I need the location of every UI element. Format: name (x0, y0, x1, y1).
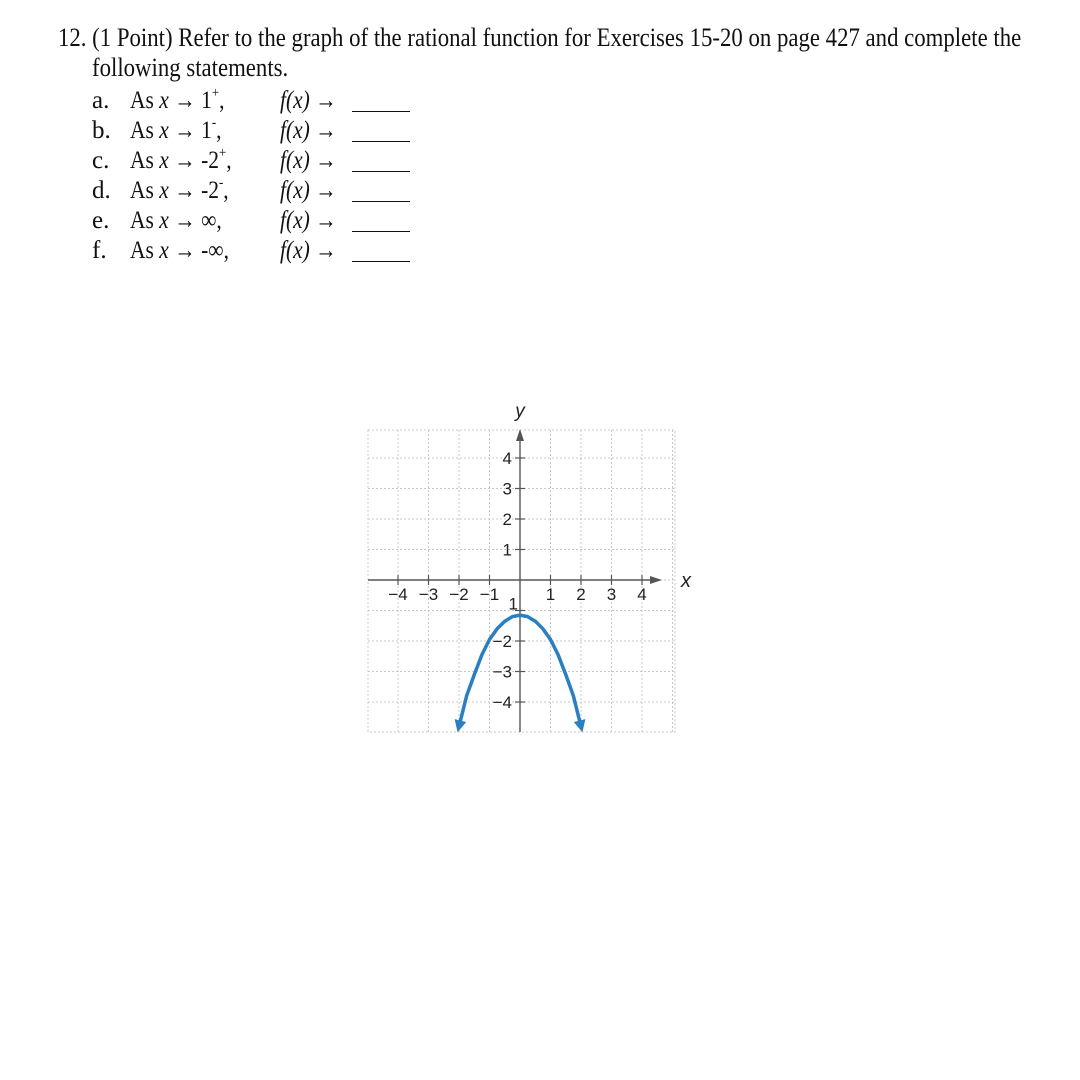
function-limit-label: f(x) → (280, 237, 337, 264)
y-tick-label: 1 (508, 594, 518, 614)
limit-as-word: As (130, 117, 154, 144)
function-limit-label: f(x) → (280, 177, 337, 204)
question-block (0, 0, 1080, 280)
y-tick-label: −2 (492, 632, 512, 651)
limit-arrow: → (174, 117, 196, 144)
limit-target: -∞ (201, 237, 224, 264)
limit-variable: x (159, 87, 169, 114)
limit-variable: x (159, 237, 169, 264)
answer-blank[interactable] (352, 231, 410, 232)
limit-side: - (211, 114, 217, 131)
limit-variable: x (159, 177, 169, 204)
y-tick-label: 2 (502, 510, 512, 529)
curve-arrow-right (574, 719, 586, 732)
function-limit-label: f(x) → (280, 147, 337, 174)
y-tick-label: 1 (502, 540, 512, 560)
statement-letter: e. (92, 207, 110, 234)
limit-condition (130, 86, 240, 116)
question-text-line1: (1 Point) Refer to the graph of the rational function for Exercises 15-20 on page 427 and complete the (92, 22, 1022, 52)
limit-comma: , (216, 207, 222, 234)
limit-target: -2 (201, 147, 219, 174)
answer-blank[interactable] (352, 141, 410, 142)
limit-comma: , (223, 237, 229, 264)
y-axis-arrow (516, 429, 524, 441)
limit-as-word: As (130, 237, 154, 264)
limit-side: - (218, 174, 224, 191)
statement-letter: f. (92, 237, 107, 264)
curve-arrow-left (455, 719, 467, 732)
limit-comma: , (226, 147, 232, 174)
grid-border (368, 430, 675, 732)
function-limit-label: f(x) → (280, 207, 337, 234)
limit-condition (130, 206, 237, 236)
x-tick-label: −3 (418, 585, 439, 604)
limit-as-word: As (130, 147, 154, 174)
limit-target: 1 (201, 117, 212, 144)
y-tick-label: 4 (502, 449, 512, 468)
limit-target: ∞ (201, 207, 217, 234)
y-tick-label: −4 (492, 693, 512, 712)
x-tick-label: 3 (606, 585, 617, 604)
x-tick-label: 4 (637, 585, 647, 604)
x-tick-label: 2 (576, 585, 586, 604)
question-number: 12. (58, 22, 87, 52)
answer-blank[interactable] (352, 171, 410, 172)
statement-letter: d. (92, 177, 111, 204)
limit-arrow: → (174, 237, 196, 264)
limit-side: + (218, 144, 227, 161)
question-text-line2: following statements. (92, 52, 289, 82)
limit-comma: , (216, 117, 222, 144)
limit-condition (130, 146, 248, 176)
answer-blank[interactable] (352, 261, 410, 262)
y-tick-label: −3 (492, 662, 512, 682)
y-axis-label: y (515, 401, 525, 422)
y-tick-label: 3 (502, 479, 512, 499)
limit-side: + (211, 84, 220, 101)
limit-target: -2 (201, 177, 219, 204)
limit-as-word: As (130, 87, 154, 114)
x-tick-label: 1 (545, 585, 556, 604)
function-limit-label: f(x) → (280, 87, 337, 114)
statement-letter: c. (92, 147, 110, 174)
limit-target: 1 (201, 87, 212, 114)
x-tick-label: −1 (479, 585, 500, 604)
limit-condition (130, 176, 245, 206)
limit-as-word: As (130, 207, 154, 234)
question-header (58, 22, 1021, 52)
limit-arrow: → (174, 177, 196, 204)
x-tick-label: −4 (388, 585, 408, 604)
limit-arrow: → (174, 87, 196, 114)
function-limit-label: f(x) → (280, 117, 337, 144)
answer-blank[interactable] (352, 111, 410, 112)
limit-comma: , (219, 87, 225, 114)
limit-variable: x (159, 117, 169, 144)
limit-arrow: → (174, 207, 196, 234)
limit-arrow: → (174, 147, 196, 174)
limit-comma: , (223, 177, 229, 204)
statement-letter: a. (92, 87, 110, 114)
limit-variable: x (159, 207, 169, 234)
x-tick-label: −2 (449, 585, 469, 604)
x-axis-arrow (650, 576, 662, 584)
x-axis-label: x (681, 570, 691, 592)
statement-letter: b. (92, 117, 111, 144)
graph-svg (350, 395, 710, 755)
limit-condition (130, 116, 236, 146)
limit-condition (130, 236, 245, 266)
answer-blank[interactable] (352, 201, 410, 202)
limit-as-word: As (130, 177, 154, 204)
graph (350, 395, 710, 755)
limit-variable: x (159, 147, 169, 174)
